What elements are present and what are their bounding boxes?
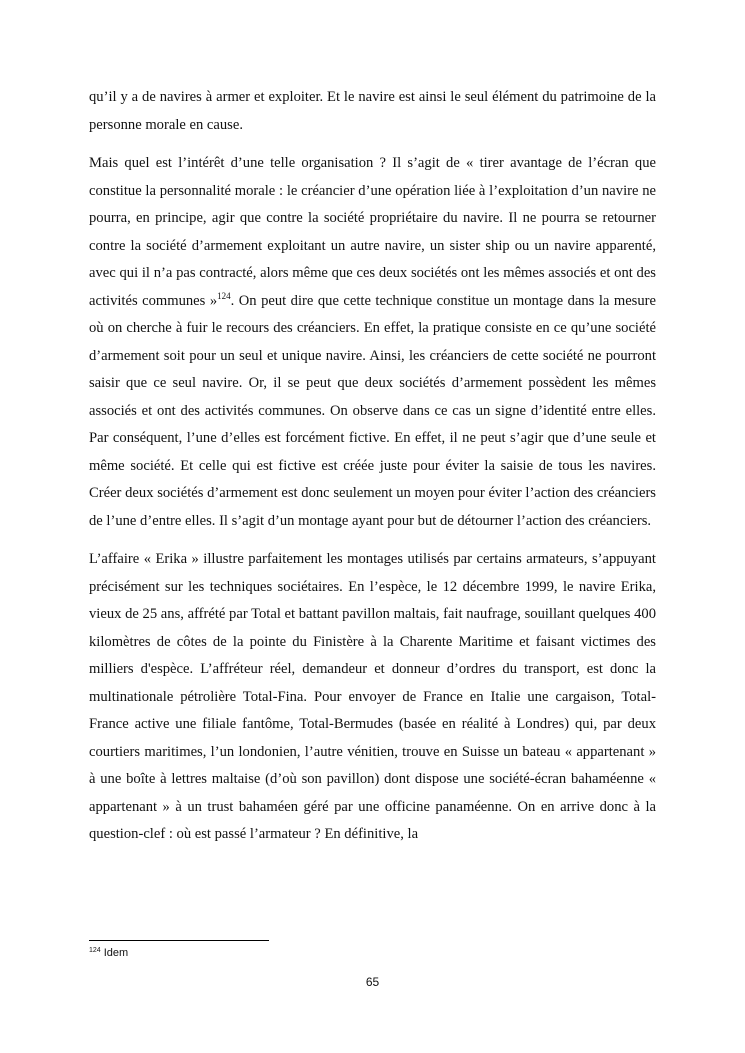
body-text: [89, 84, 656, 860]
footnote-reference[interactable]: 124: [217, 290, 231, 301]
paragraph-2: [89, 150, 656, 535]
page-number: 65: [365, 975, 380, 989]
footnote-text: Idem: [100, 947, 129, 959]
footnote-number: 124: [89, 947, 101, 954]
footnote: [89, 947, 128, 959]
footnote-separator: [89, 940, 269, 941]
paragraph-1: qu’il y a de navires à armer et exploiter. Et le navire est ainsi le seul élément du patrimoine de la personne morale en cause.: [89, 89, 656, 133]
paragraph-3: L’affaire « Erika » illustre parfaitement les montages utilisés par certains armateurs, s’appuyant précisément sur les techniques sociétaires. En l’espèce, le 12 décembre 1999, le navire Erika, vieux de 25 ans, affrété par Total et battant pavillon maltais, fait naufrage, souillant quelques 400 kilomètres de côtes de la pointe du Finistère à la Charente Maritime et faisant victimes des milliers d'espèce. L’affréteur réel, demandeur et donneur d’ordres du transport, est donc la multinationale pétrolière Total-Fina. Pour envoyer de France en Italie une cargaison, Total-France active une filiale fantôme, Total-Bermudes (basée en réalité à Londres) qui, par deux courtiers maritimes, l’un londonien, l’autre vénitien, trouve en Suisse un bateau « appartenant » à une boîte à lettres maltaise (d’où son pavillon) dont dispose une société-écran bahaméenne « appartenant » à un trust bahaméen géré par une officine panaméenne. On en arrive donc à la question-clef : où est passé l’armateur ? En définitive, la: [89, 551, 656, 842]
paragraph-2-part-1: Mais quel est l’intérêt d’une telle organisation ? Il s’agit de « tirer avantage de l’écran que constitue la personnalité morale : le créancier d’une opération liée à l’exploitation d’un navire ne pourra, en principe, agir que contre la société propriétaire du navire. Il ne pourra se retourner contre la société d’armement exploitant un autre navire, un sister ship ou un navire apparenté, avec qui il n’a pas contracté, alors même que ces deux sociétés ont les mêmes associés et ont des activités communes »: [89, 155, 656, 309]
paragraph-2-part-2: . On peut dire que cette technique constitue un montage dans la mesure où on cherche à fuir le recours des créanciers. En effet, la pratique consiste en ce qu’une société d’armement soit pour un seul et unique navire. Ainsi, les créanciers de cette société ne pourront saisir que ce seul navire. Or, il se peut que deux sociétés d’armement possèdent les mêmes associés et ont des activités communes. On observe dans ce cas un signe d’identité entre elles. Par conséquent, l’une d’elles est forcément fictive. En effet, il ne peut s’agir que d’une seule et même société. Et celle qui est fictive est créée juste pour éviter la saisie de tous les navires. Créer deux sociétés d’armement est donc seulement un moyen pour éviter l’action des créanciers de l’une d’entre elles. Il s’agit d’un montage ayant pour but de détourner l’action des créanciers.: [89, 292, 656, 529]
